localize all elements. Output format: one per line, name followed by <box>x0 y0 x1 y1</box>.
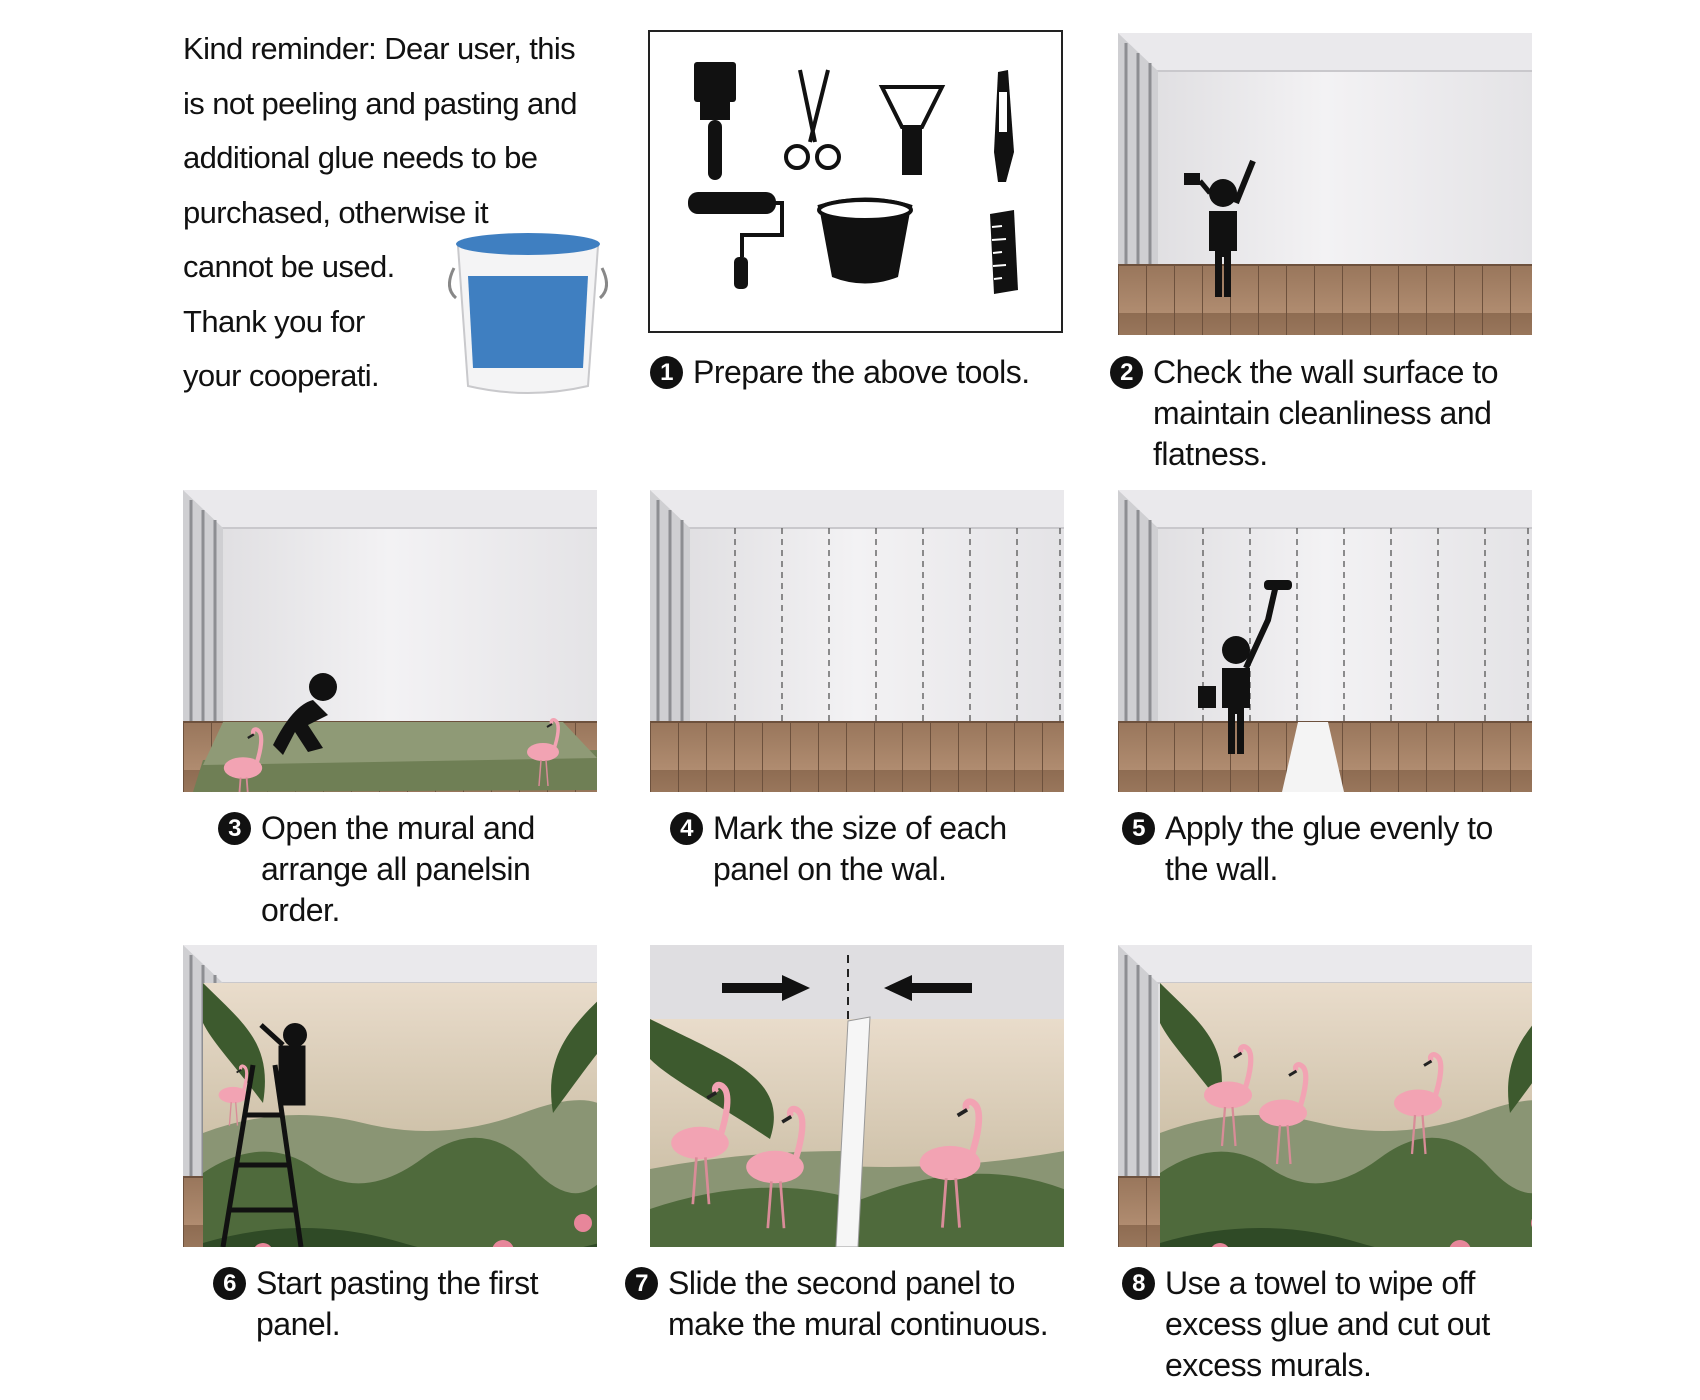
step-6-image <box>183 945 597 1247</box>
caption-line: excess murals. <box>1165 1347 1372 1383</box>
reminder-line: cannot be used. <box>183 249 395 284</box>
step-8-caption <box>1122 1263 1490 1386</box>
step-number-badge: 5 <box>1122 812 1155 845</box>
step-3-caption <box>218 808 535 931</box>
step-number-badge: 3 <box>218 812 251 845</box>
step-2-image <box>1118 33 1532 335</box>
reminder-line: is not peeling and pasting and <box>183 85 577 121</box>
step-5-caption <box>1122 808 1493 890</box>
caption-line: Apply the glue evenly to <box>1165 810 1493 846</box>
step-number-badge: 7 <box>625 1267 658 1300</box>
scraper-icon <box>882 87 942 175</box>
step-4-caption <box>670 808 1007 890</box>
caption-line: Slide the second panel to <box>668 1265 1015 1301</box>
reminder-line: Thank you for <box>183 303 365 339</box>
glue-bucket-icon <box>448 228 608 398</box>
step-number-badge: 4 <box>670 812 703 845</box>
step-1-caption <box>650 352 1030 393</box>
caption-line: Start pasting the first <box>256 1265 538 1301</box>
step-5-image <box>1118 490 1532 792</box>
caption-line: arrange all panelsin <box>261 851 531 887</box>
caption-line: Prepare the above tools. <box>693 354 1030 390</box>
caption-line: Open the mural and <box>261 810 535 846</box>
step-number-badge: 1 <box>650 356 683 389</box>
caption-line: panel on the wal. <box>713 851 947 887</box>
step-4-image <box>650 490 1064 792</box>
step-8-image <box>1118 945 1532 1247</box>
step-2-caption <box>1110 352 1530 475</box>
caption-line: the wall. <box>1165 851 1278 887</box>
step-6-caption <box>213 1263 538 1345</box>
ruler-icon <box>990 210 1018 294</box>
caption-line: Check the wall surface to <box>1153 354 1498 390</box>
utility-knife-icon <box>994 70 1014 182</box>
caption-line: make the mural continuous. <box>668 1306 1049 1342</box>
step-number-badge: 2 <box>1110 356 1143 389</box>
step-number-badge: 8 <box>1122 1267 1155 1300</box>
reminder-line: Kind reminder: Dear user, this <box>183 31 576 66</box>
reminder-line: your cooperati. <box>183 358 380 393</box>
step-number-badge: 6 <box>213 1267 246 1300</box>
step-3-image <box>183 490 597 792</box>
scissors-icon <box>786 70 839 168</box>
caption-line: order. <box>261 892 340 928</box>
caption-line: panel. <box>256 1306 341 1342</box>
bucket-icon <box>818 200 912 284</box>
caption-line: maintain cleanliness and <box>1153 395 1492 431</box>
caption-line: excess glue and cut out <box>1165 1306 1490 1342</box>
step-7-image <box>650 945 1064 1247</box>
caption-line: Use a towel to wipe off <box>1165 1265 1475 1301</box>
tools-illustration <box>650 32 1061 331</box>
paint-roller-icon <box>688 192 782 289</box>
reminder-line: purchased, otherwise it <box>183 194 488 230</box>
reminder-line: additional glue needs to be <box>183 140 538 175</box>
caption-line: flatness. <box>1153 436 1268 472</box>
caption-line: Mark the size of each <box>713 810 1007 846</box>
step-7-caption <box>625 1263 1048 1345</box>
paint-brush-icon <box>694 62 736 180</box>
tools-box <box>648 30 1063 333</box>
